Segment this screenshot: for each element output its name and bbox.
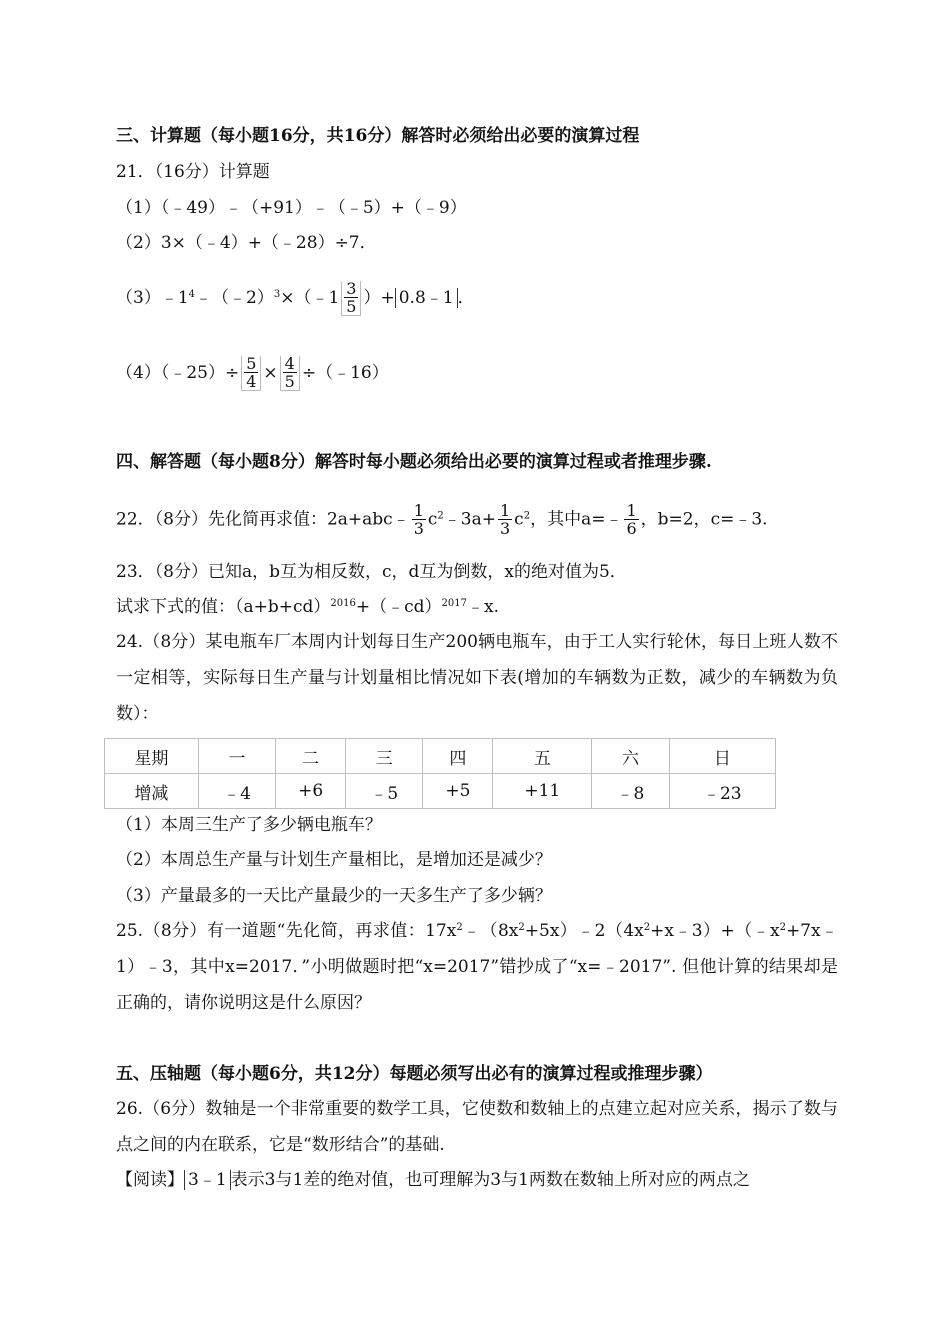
table-header-row [105, 739, 776, 774]
q21-4-prefix: （4）（﹣25）÷ [116, 363, 240, 383]
q22-cond: ，其中a=﹣ [530, 509, 623, 530]
q22-c2: c [514, 509, 524, 530]
read-abs: 3﹣1 [184, 1170, 231, 1190]
q22-c1: c [427, 509, 438, 530]
q22-exp1: 2 [437, 510, 444, 522]
q25-text [116, 913, 838, 1021]
q22-num2: 1 [499, 501, 511, 520]
read-label: 【阅读】 [116, 1170, 184, 1190]
q21-3-prefix: （3）﹣1 [116, 288, 189, 308]
table-cell: 一 [198, 739, 275, 774]
q23-line1: 23．（8分）已知a，b互为相反数，c，d互为倒数，x的绝对值为5． [116, 562, 627, 582]
q22-prefix: 22．（8分）先化简再求值：2a+abc﹣ [116, 509, 410, 530]
table-cell: 六 [592, 739, 669, 774]
section-4-title: 四、解答题（每小题8分）解答时每小题必须给出必要的演算过程或者推理步骤. [116, 452, 712, 472]
table-cell: 五 [493, 739, 592, 774]
q21-3-den: 5 [346, 297, 357, 316]
q21-3-after: ）+ [363, 288, 395, 308]
q23-prefix: 试求下式的值：（a+b+cd） [116, 597, 331, 617]
q23-line2 [116, 597, 499, 617]
q21-3-mid: ﹣（﹣2） [195, 288, 274, 308]
q21-4-frac1 [241, 356, 261, 391]
q25-c: +5x）﹣2（4x [524, 921, 644, 941]
q24-part1: （1）本周三生产了多少辆电瓶车？ [116, 815, 382, 835]
q21-part2: （2）3×（﹣4）+（﹣28）÷7． [116, 233, 377, 253]
q23-mid: +（﹣cd） [355, 597, 442, 617]
q21-part1: （1）（﹣49）﹣（+91）﹣（﹣5）+（﹣9） [116, 198, 467, 218]
q23-exp2: 2017 [441, 598, 467, 609]
production-table [104, 738, 776, 809]
q22-frac1 [412, 503, 426, 537]
table-cell: 星期 [105, 739, 199, 774]
q21-4-num1: 5 [246, 354, 257, 373]
q21-4-frac2 [280, 356, 300, 391]
table-cell: ﹣8 [592, 774, 669, 809]
q22-tail: ，b=2，c=﹣3. [640, 509, 768, 530]
q21-header: 21．（16分）计算题 [116, 162, 270, 182]
q25-a: 25.（8分）有一道题“先化简，再求值：17x [116, 921, 457, 941]
q24-text: 24.（8分）某电瓶车厂本周内计划每日生产200辆电瓶车，由于工人实行轮休，每日上班人数不一定相等，实际每日生产量与计划量相比情况如下表(增加的车辆数为正数，减少的车辆数为负数）： [116, 632, 838, 724]
table-cell: 二 [276, 739, 346, 774]
table-cell: +11 [493, 774, 592, 809]
q23-tail: ﹣x. [466, 597, 499, 617]
q21-4-den1: 4 [246, 372, 257, 391]
q22-den1: 3 [413, 519, 424, 538]
q22-mid: ﹣3a+ [443, 509, 496, 530]
table-row [105, 774, 776, 809]
q21-3-abs: 0.8﹣1 [395, 288, 458, 308]
section-3-title: 三、计算题（每小题16分，共16分）解答时必须给出必要的演算过程 [116, 126, 640, 146]
q22-den3: 6 [626, 519, 637, 538]
table-cell: +5 [423, 774, 493, 809]
q25-e4: 2 [779, 922, 786, 933]
table-cell: 三 [346, 739, 423, 774]
section-5-title: 五、压轴题（每小题6分，共12分）每题必须写出必有的演算过程或推理步骤） [116, 1064, 713, 1084]
q22-frac2 [498, 503, 512, 537]
q26-read [116, 1170, 750, 1190]
table-cell: 日 [669, 739, 775, 774]
table-cell: ﹣23 [669, 774, 775, 809]
q22-den2: 3 [499, 519, 511, 538]
q25-e: +7x﹣1）﹣3，其中x=2017．”小明做题时把“x=2017”错抄成了“x=﹣2017”. 但他计算的结果却是正确的，请你说明这是什么原因？ [116, 921, 839, 1013]
q24-part3: （3）产量最多的一天比产量最少的一天多生产了多少辆？ [116, 886, 552, 906]
q21-3-mid2: ×（﹣1 [280, 288, 340, 308]
q25-e1: 2 [456, 922, 463, 933]
q21-4-den2: 5 [284, 372, 295, 391]
q21-3-exp2: 3 [273, 289, 281, 300]
table-cell: 增减 [105, 774, 199, 809]
q25-d: +x﹣3）+（﹣x [650, 921, 780, 941]
q26-text: 26.（6分）数轴是一个非常重要的数学工具，它使数和数轴上的点建立起对应关系，揭示了数与点之间的内在联系，它是“数形结合”的基础. [116, 1099, 838, 1155]
table-cell: ﹣5 [346, 774, 423, 809]
q21-3-exp1: 4 [188, 289, 196, 300]
q22-num3: 1 [626, 501, 637, 520]
q22-frac3 [624, 503, 638, 537]
q21-3-end: ． [457, 288, 475, 308]
table-cell: +6 [276, 774, 346, 809]
q21-part3 [116, 281, 475, 316]
q21-4-times: × [263, 363, 278, 383]
q22-num1: 1 [413, 501, 424, 520]
q25-e2: 2 [518, 922, 525, 933]
q21-4-suffix: ÷（﹣16） [301, 363, 389, 383]
q25-b: ﹣（8x [462, 921, 519, 941]
q23-exp1: 2016 [330, 598, 356, 609]
q24-part2: （2）本周总生产量与计划生产量相比，是增加还是减少？ [116, 850, 552, 870]
table-cell: 四 [423, 739, 493, 774]
q22 [116, 503, 768, 537]
table-cell: ﹣4 [198, 774, 275, 809]
q21-3-fraction [341, 281, 361, 316]
q25-e3: 2 [643, 922, 651, 933]
q21-part4 [116, 356, 389, 391]
read-tail: 表示3与1差的绝对值，也可理解为3与1两数在数轴上所对应的两点之 [230, 1170, 750, 1190]
q21-4-num2: 4 [284, 354, 295, 373]
q22-exp2: 2 [523, 510, 531, 522]
q21-3-num: 3 [346, 279, 357, 298]
